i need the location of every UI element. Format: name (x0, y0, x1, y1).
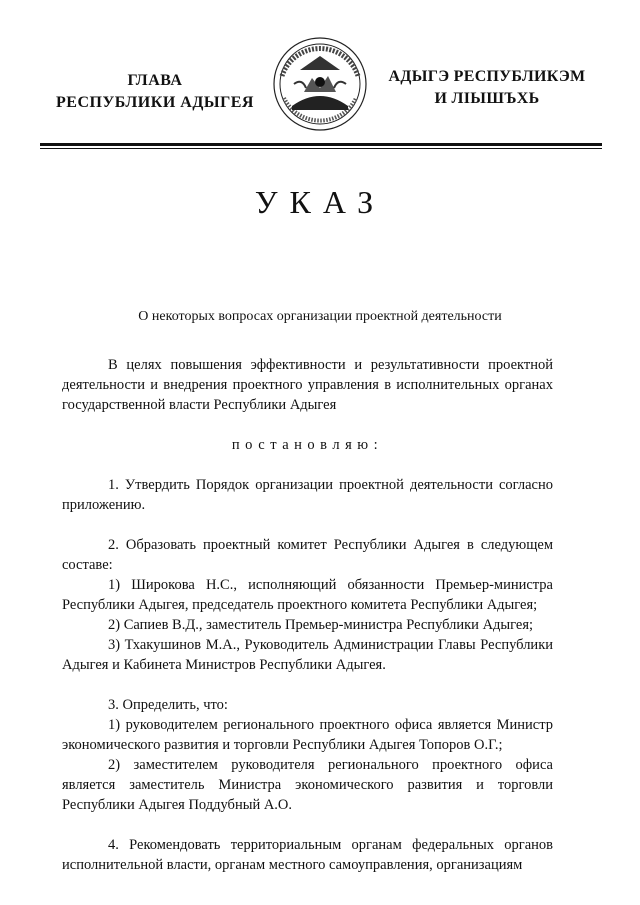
header-right-line1: АДЫГЭ РЕСПУБЛИКЭМ (388, 68, 586, 85)
item-2-sub-1: 1) Широкова Н.С., исполняющий обязанности Премьер-министра Республики Адыгея, председатель проектного комитета Республики Адыгея; (62, 577, 553, 613)
header-right-line2: И ЛІЫШЪХЬ (434, 90, 540, 107)
item-3-sub-2: 2) заместителем руководителя регионального проектного офиса является заместитель Министра экономического развития и торговли Республики Адыгея Поддубный А.О. (62, 757, 553, 813)
preamble-paragraph: В целях повышения эффективности и результативности проектной деятельности и внедрения проектного управления в исполнительных органах государственной власти Республики Адыгея (62, 357, 553, 413)
item-4: 4. Рекомендовать территориальным органам федеральных органов исполнительной власти, органам местного самоуправления, организациям (62, 837, 553, 873)
header-left (40, 70, 270, 114)
header-left-line1: ГЛАВА (127, 72, 183, 89)
coat-of-arms-emblem-icon (272, 36, 368, 132)
header-right (378, 66, 596, 110)
item-2-sub-3: 3) Тхакушинов М.А., Руководитель Администрации Главы Республики Адыгея и Кабинета Министров Республики Адыгея. (62, 637, 553, 673)
document-body (62, 355, 553, 875)
item-3-sub-1: 1) руководителем регионального проектного офиса является Министр экономического развития и торговли Республики Адыгея Топоров О.Г.; (62, 717, 553, 753)
header-divider-thick (40, 143, 602, 146)
item-3-heading: 3. Определить, что: (108, 697, 228, 713)
document-subject: О некоторых вопросах организации проектной деятельности (138, 309, 502, 324)
header-divider-thin (40, 148, 602, 149)
item-1: 1. Утвердить Порядок организации проектной деятельности согласно приложению. (62, 477, 553, 513)
decree-word: постановляю: (231, 437, 384, 453)
document-title: УКАЗ (254, 184, 386, 220)
item-2-sub-2: 2) Сапиев В.Д., заместитель Премьер-министра Республики Адыгея; (108, 617, 534, 633)
item-2-heading: 2. Образовать проектный комитет Республики Адыгея в следующем составе: (62, 537, 553, 573)
header-left-line2: РЕСПУБЛИКИ АДЫГЕЯ (56, 94, 254, 111)
